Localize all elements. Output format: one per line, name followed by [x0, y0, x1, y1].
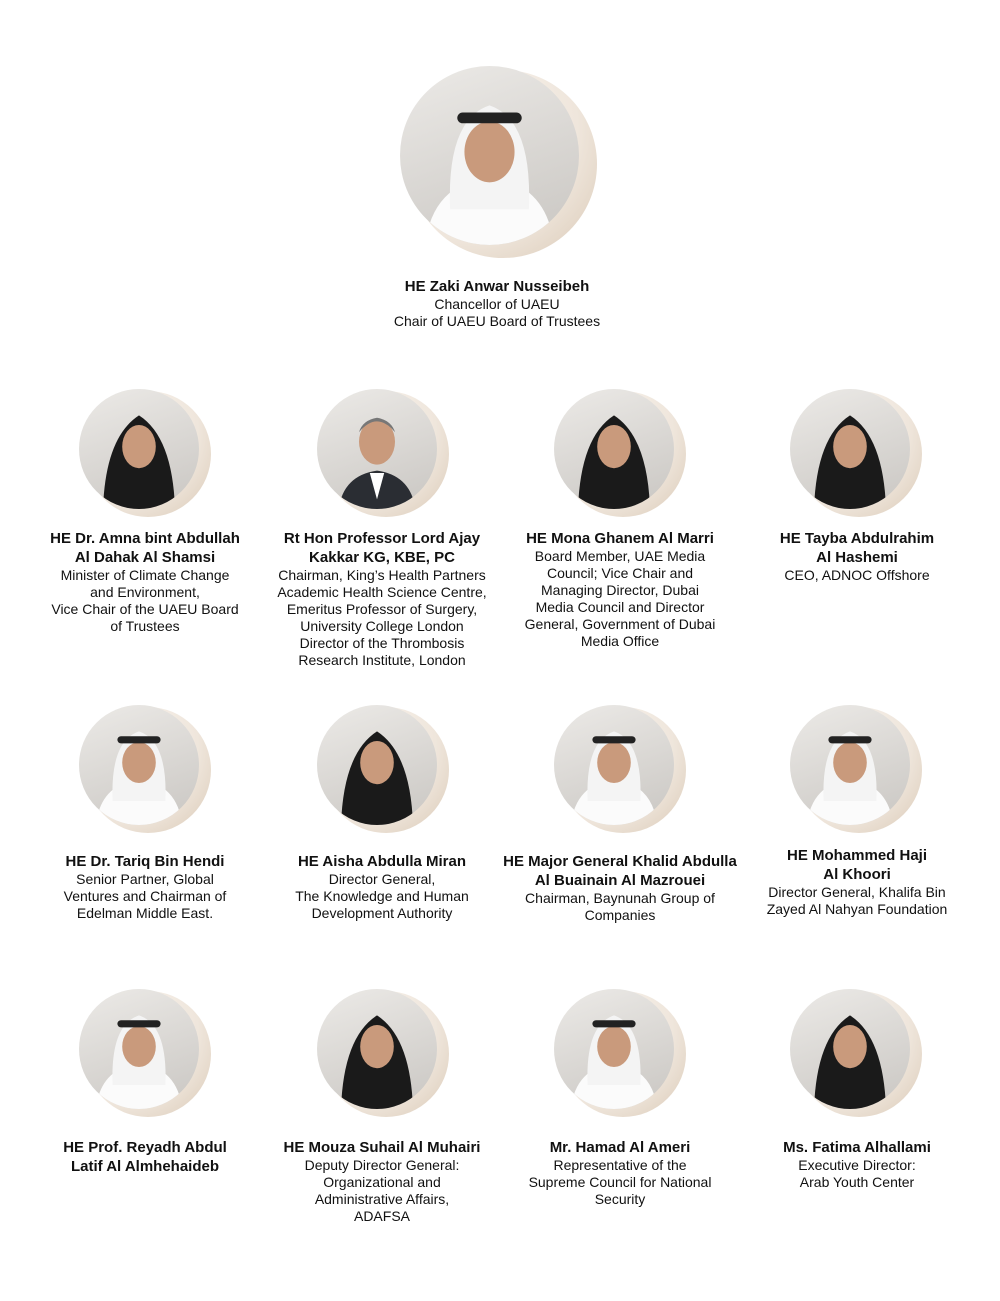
- member-title: of Trustees: [110, 618, 180, 634]
- member-title: Supreme Council for National: [528, 1174, 712, 1190]
- member-title: Chairman, King’s Health Partners: [278, 567, 486, 583]
- member-title: ADAFSA: [353, 1208, 410, 1224]
- member-title: Board Member, UAE Media: [534, 548, 706, 564]
- member-name: Al Khoori: [823, 866, 891, 883]
- portrait-image: [554, 705, 674, 825]
- member-name: HE Mouza Suhail Al Muhairi: [283, 1139, 481, 1156]
- member-portrait: [554, 705, 686, 837]
- member-portrait: [554, 389, 686, 521]
- member-title: Research Institute, London: [298, 652, 466, 668]
- member-name: HE Major General Khalid Abdulla: [503, 853, 737, 870]
- member-title: CEO, ADNOC Offshore: [784, 567, 930, 583]
- member-caption: [20, 1138, 270, 1176]
- member-name: Mr. Hamad Al Ameri: [549, 1139, 691, 1156]
- portrait-image: [317, 389, 437, 509]
- member-title: Zayed Al Nahyan Foundation: [766, 901, 948, 917]
- portrait-image: [400, 66, 579, 245]
- member-name: HE Aisha Abdulla Miran: [297, 853, 467, 870]
- member-title: Organizational and: [323, 1174, 441, 1190]
- portrait-image: [790, 989, 910, 1109]
- member-title: Managing Director, Dubai: [541, 582, 699, 598]
- member-caption: [732, 529, 982, 584]
- member-title: Development Authority: [311, 905, 453, 921]
- chancellor-portrait: [400, 66, 597, 263]
- member-title: Chairman, Baynunah Group of: [525, 890, 715, 906]
- portrait-image: [79, 705, 199, 825]
- member-caption: [732, 1138, 982, 1191]
- member-caption: [20, 852, 270, 922]
- member-portrait: [554, 989, 686, 1121]
- member-portrait: [790, 389, 922, 521]
- member-title: Council; Vice Chair and: [546, 565, 694, 581]
- member-title: Emeritus Professor of Surgery,: [286, 601, 478, 617]
- member-title: Director of the Thrombosis: [299, 635, 465, 651]
- member-name: HE Zaki Anwar Nusseibeh: [404, 278, 590, 295]
- portrait-image: [790, 389, 910, 509]
- member-title: Executive Director:: [798, 1157, 916, 1173]
- member-portrait: [317, 705, 449, 837]
- member-title: General, Government of Dubai: [524, 616, 716, 632]
- member-caption: [372, 277, 622, 330]
- member-caption: [495, 1138, 745, 1208]
- portrait-image: [554, 989, 674, 1109]
- member-portrait: [790, 989, 922, 1121]
- member-name: HE Mohammed Haji: [786, 847, 928, 864]
- member-portrait: [79, 989, 211, 1121]
- member-caption: [20, 529, 270, 635]
- member-name: HE Tayba Abdulrahim: [779, 530, 935, 547]
- member-caption: [257, 529, 507, 669]
- member-name: Kakkar KG, KBE, PC: [309, 549, 455, 566]
- member-title: Security: [594, 1191, 646, 1207]
- member-title: Chair of UAEU Board of Trustees: [393, 313, 601, 329]
- member-title: University College London: [300, 618, 464, 634]
- portrait-image: [317, 705, 437, 825]
- portrait-image: [554, 389, 674, 509]
- member-name: Al Hashemi: [816, 549, 898, 566]
- member-name: Rt Hon Professor Lord Ajay: [283, 530, 481, 547]
- member-title: Minister of Climate Change: [60, 567, 230, 583]
- member-title: Administrative Affairs,: [314, 1191, 450, 1207]
- member-title: Chancellor of UAEU: [434, 296, 560, 312]
- member-name: Al Dahak Al Shamsi: [74, 549, 216, 566]
- member-name: HE Prof. Reyadh Abdul: [63, 1139, 227, 1156]
- member-caption: [257, 852, 507, 922]
- member-caption: [495, 852, 745, 924]
- member-name: Latif Al Almhehaideb: [70, 1158, 220, 1175]
- member-title: Deputy Director General:: [304, 1157, 460, 1173]
- member-name: HE Dr. Tariq Bin Hendi: [65, 853, 225, 870]
- member-name: Ms. Fatima Alhallami: [783, 1139, 931, 1156]
- member-title: Director General,: [328, 871, 436, 887]
- member-title: Vice Chair of the UAEU Board: [51, 601, 239, 617]
- member-caption: [732, 846, 982, 918]
- member-portrait: [317, 989, 449, 1121]
- portrait-image: [79, 389, 199, 509]
- portrait-image: [79, 989, 199, 1109]
- member-title: Academic Health Science Centre,: [277, 584, 487, 600]
- member-title: Edelman Middle East.: [76, 905, 214, 921]
- portrait-image: [790, 705, 910, 825]
- member-portrait: [79, 389, 211, 521]
- member-caption: [257, 1138, 507, 1225]
- member-title: Arab Youth Center: [799, 1174, 915, 1190]
- member-title: Director General, Khalifa Bin: [768, 884, 946, 900]
- member-portrait: [317, 389, 449, 521]
- member-title: Media Office: [580, 633, 660, 649]
- member-title: Representative of the: [553, 1157, 687, 1173]
- member-title: Companies: [584, 907, 656, 923]
- member-name: HE Dr. Amna bint Abdullah: [50, 530, 240, 547]
- member-title: and Environment,: [90, 584, 200, 600]
- member-name: HE Mona Ghanem Al Marri: [526, 530, 714, 547]
- member-title: Media Council and Director: [535, 599, 705, 615]
- member-caption: [495, 529, 745, 650]
- member-title: Senior Partner, Global: [76, 871, 214, 887]
- member-title: Ventures and Chairman of: [63, 888, 227, 904]
- member-portrait: [790, 705, 922, 837]
- member-title: The Knowledge and Human: [295, 888, 469, 904]
- member-portrait: [79, 705, 211, 837]
- portrait-image: [317, 989, 437, 1109]
- member-name: Al Buainain Al Mazrouei: [534, 872, 706, 889]
